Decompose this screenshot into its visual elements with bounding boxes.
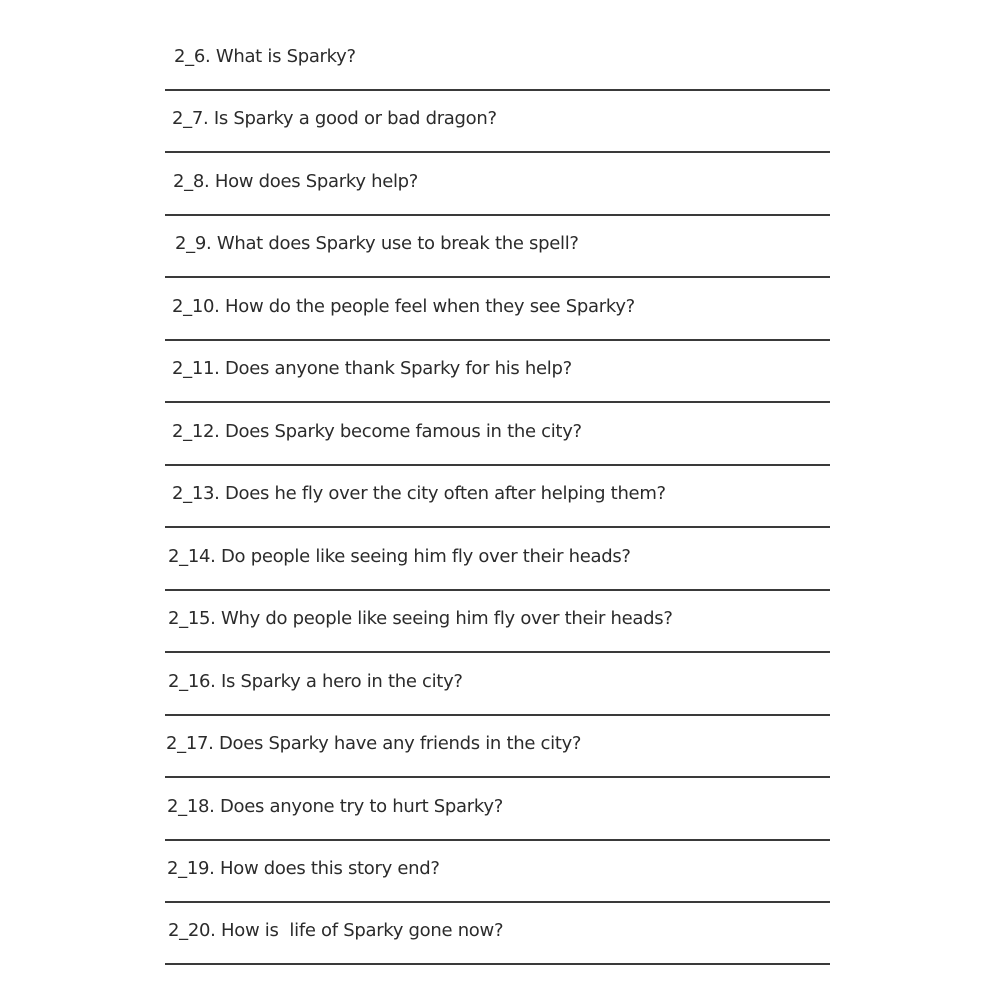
question-item-7 (0, 104, 1000, 166)
answer-line[interactable] (165, 963, 830, 965)
question-text: 2_6. What is Sparky? (174, 46, 356, 67)
question-text: 2_13. Does he fly over the city often after helping them? (172, 483, 666, 504)
question-text: 2_7. Is Sparky a good or bad dragon? (172, 108, 497, 129)
answer-line[interactable] (165, 151, 830, 153)
question-item-14 (0, 542, 1000, 604)
question-text: 2_14. Do people like seeing him fly over their heads? (168, 546, 631, 567)
question-item-9 (0, 229, 1000, 291)
question-item-19 (0, 854, 1000, 916)
question-text: 2_17. Does Sparky have any friends in the city? (166, 733, 582, 754)
question-text: 2_9. What does Sparky use to break the spell? (175, 233, 579, 254)
question-text: 2_16. Is Sparky a hero in the city? (168, 671, 463, 692)
question-text: 2_20. How is life of Sparky gone now? (168, 920, 504, 941)
question-text: 2_8. How does Sparky help? (173, 171, 419, 192)
question-item-16 (0, 667, 1000, 729)
answer-line[interactable] (165, 839, 830, 841)
answer-line[interactable] (165, 339, 830, 341)
question-text: 2_11. Does anyone thank Sparky for his help? (172, 358, 572, 379)
answer-line[interactable] (165, 214, 830, 216)
question-item-12 (0, 417, 1000, 479)
answer-line[interactable] (165, 89, 830, 91)
answer-line[interactable] (165, 651, 830, 653)
answer-line[interactable] (165, 776, 830, 778)
question-item-13 (0, 479, 1000, 541)
answer-line[interactable] (165, 276, 830, 278)
question-item-20 (0, 916, 1000, 978)
question-item-10 (0, 292, 1000, 354)
question-text: 2_15. Why do people like seeing him fly over their heads? (168, 608, 673, 629)
answer-line[interactable] (165, 714, 830, 716)
question-text: 2_10. How do the people feel when they see Sparky? (172, 296, 635, 317)
question-text: 2_18. Does anyone try to hurt Sparky? (167, 796, 503, 817)
question-item-11 (0, 354, 1000, 416)
answer-line[interactable] (165, 901, 830, 903)
question-text: 2_12. Does Sparky become famous in the city? (172, 421, 582, 442)
answer-line[interactable] (165, 589, 830, 591)
question-item-15 (0, 604, 1000, 666)
question-item-6 (0, 42, 1000, 104)
question-text: 2_19. How does this story end? (167, 858, 440, 879)
question-item-18 (0, 792, 1000, 854)
answer-line[interactable] (165, 464, 830, 466)
question-item-8 (0, 167, 1000, 229)
question-item-17 (0, 729, 1000, 791)
answer-line[interactable] (165, 401, 830, 403)
answer-line[interactable] (165, 526, 830, 528)
